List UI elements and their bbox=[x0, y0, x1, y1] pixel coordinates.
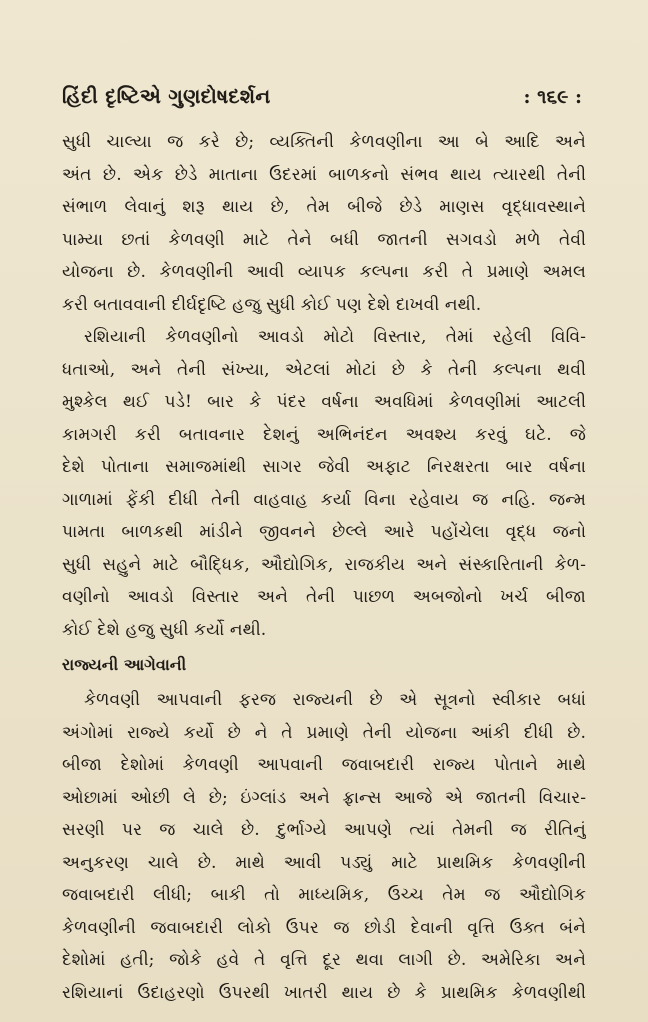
text-line: સુધી ચાલ્યા જ કરે છે; વ્યક્તિની કેળવણીના આ બે આદિ અને bbox=[62, 132, 586, 152]
text-line: પામતા બાળકથી માંડીને જીવનને છેલ્લે આરે પહોંચેલા વૃદ્ધ જનો bbox=[62, 522, 586, 542]
text-line: પામ્યા છતાં કેળવણી માટે તેને બધી જાતની સગવડો મળે તેવી bbox=[62, 229, 586, 250]
text-line: સરણી પર જ ચાલે છે. દુર્ભાગ્યે આપણે ત્યાં તેમની જ રીતિનું bbox=[62, 820, 586, 840]
text-line: સુધી સહુને માટે બૌદ્ધિક, ઔદ્યોગિક, રાજકીય અને સંસ્કારિતાની કેળ- bbox=[62, 554, 586, 575]
text-line: દેશોમાં હતી; જોકે હવે તે વૃત્તિ દૂર થવા લાગી છે. અમેરિકા અને bbox=[62, 950, 586, 970]
paragraph-1 bbox=[62, 126, 586, 321]
text-line: દેશે પોતાના સમાજમાંથી સાગર જેવી અફાટ નિરક્ષરતા બાર વર્ષના bbox=[62, 457, 586, 477]
text-line: મુશ્કેલ થઈ પડે! બાર કે પંદર વર્ષના અવધિમાં કેળવણીમાં આટલી bbox=[62, 392, 586, 412]
text-line: રશિયાનાં ઉદાહરણો ઉપરથી ખાતરી થાય છે કે પ્રાથમિક કેળવણીથી bbox=[62, 982, 586, 1003]
text-line: અનુકરણ ચાલે છે. માથે આવી પડ્યું માટે પ્રાથમિક કેળવણીની bbox=[62, 852, 586, 873]
text-line: કરી બતાવવાની દીર્ઘદૃષ્ટિ હજુ સુધી કોઈ પણ દેશે દાખવી નથી. bbox=[62, 294, 482, 315]
running-title: હિંદી દૃષ્ટિએ ગુણદોષદર્શન bbox=[62, 84, 271, 108]
running-header bbox=[62, 84, 586, 120]
text-line: રશિયાની કેળવણીનો આવડો મોટો વિસ્તાર, તેમાં રહેલી વિવિ- bbox=[84, 327, 586, 347]
text-line: કોઈ દેશે હજુ સુધી કર્યો નથી. bbox=[62, 619, 267, 640]
page-number: : ૧૬૯ : bbox=[523, 86, 582, 108]
paragraph-3 bbox=[62, 684, 586, 1009]
text-line: ઓછામાં ઓછી લે છે; ઇંગ્લાંડ અને ફ્રાન્સ આજે એ જાતની વિચાર- bbox=[62, 787, 586, 808]
text-line: ધતાઓ, અને તેની સંખ્યા, એટલાં મોટાં છે કે તેની કલ્પના થવી bbox=[62, 359, 586, 380]
section-heading: રાજ્યની આગેવાની bbox=[62, 655, 187, 674]
text-line: ગાળામાં ફેંકી દીધી તેની વાહવાહ કર્યા વિના રહેવાય જ નહિ. જન્મ bbox=[62, 489, 586, 510]
text-line: યોજના છે. કેળવણીની આવી વ્યાપક કલ્પના કરી તે પ્રમાણે અમલ bbox=[62, 262, 586, 282]
text-line: બીજા દેશોમાં કેળવણી આપવાની જવાબદારી રાજ્ય પોતાને માથે bbox=[62, 755, 586, 775]
text-line: કેળવણી આપવાની ફરજ રાજ્યની છે એ સૂત્રનો સ્વીકાર બધાં bbox=[84, 690, 586, 710]
text-line: વણીનો આવડો વિસ્તાર અને તેની પાછળ અબજોનો ખર્ચ બીજા bbox=[62, 587, 586, 607]
text-line: જવાબદારી લીધી; બાકી તો માધ્યમિક, ઉચ્ચ તેમ જ ઔદ્યોગિક bbox=[62, 885, 586, 905]
text-line: અંગોમાં રાજ્યે કર્યો છે ને તે પ્રમાણે તેની યોજના આંકી દીધી છે. bbox=[62, 722, 586, 743]
text-line: સંભાળ લેવાનું શરૂ થાય છે, તેમ બીજે છેડે માણસ વૃદ્ધાવસ્થાને bbox=[62, 197, 586, 217]
text-line: કેળવણીની જવાબદારી લોકો ઉપર જ છોડી દેવાની વૃત્તિ ઉક્ત બંને bbox=[62, 917, 586, 938]
text-line: કામગરી કરી બતાવનાર દેશનું અભિનંદન અવશ્ય કરવું ઘટે. જે bbox=[62, 424, 586, 445]
text-line: અંત છે. એક છેડે માતાના ઉદરમાં બાળકનો સંભવ થાય ત્યારથી તેની bbox=[62, 164, 586, 185]
paragraph-2 bbox=[62, 321, 586, 646]
